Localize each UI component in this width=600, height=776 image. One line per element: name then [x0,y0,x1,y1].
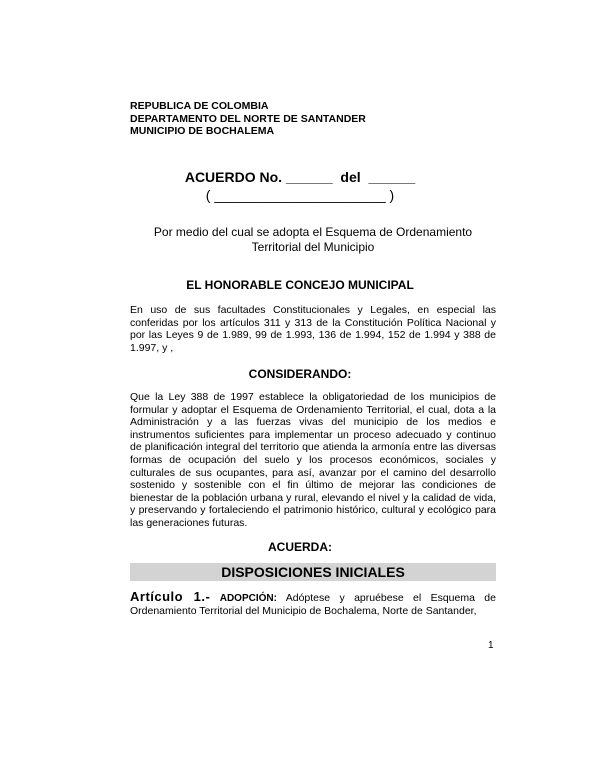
intro-paragraph: En uso de sus facultades Constitucionales y Legales, en especial las conferidas por los artículos 311 y 313 de la Constitución Política Nacional y por las Leyes 9 de 1.989, 99 de 1.993, 136 de 1.994, 152 de 1.994 y 388 de 1.997, y , [130,304,496,354]
acuerdo-block [0,168,600,204]
section-title-bar: DISPOSICIONES INICIALES [130,563,496,581]
considerando-paragraph: Que la Ley 388 de 1997 establece la obligatoriedad de los municipios de formular y adoptar el Esquema de Ordenamiento Territorial, el cual, dota a la Administración y a las fuerzas vivas del municipio de los medios e instrumentos suficientes para implementar un proceso adecuado y continuo de planificación integral del territorio que atienda la armonía entre las diversas formas de ocupación del suelo y los procesos económicos, sociales y culturales de sus ocupantes, para así, avanzar por el camino del desarrollo sostenido y sostenible con el fin último de mejorar las condiciones de bienestar de la población urbana y rural, elevando el nivel y la calidad de vida, y preservando y fortaleciendo el patrimonio histórico, cultural y ecológico para las generaciones futuras. [130,391,496,529]
article-1-text: Adóptese y apruébese el Esquema de Ordenamiento Territorial del Municipio de Bochalema, Norte de Santander, [130,592,496,617]
purpose-text: Por medio del cual se adopta el Esquema de Ordenamiento Territorial del Municipio [153,225,473,254]
article-1 [130,590,496,618]
article-1-name: ADOPCIÓN: [219,593,277,604]
acuerdo-subtitle: ( ______________________ ) [205,187,395,203]
article-1-number: Artículo 1.- [130,589,211,604]
acuerda-heading: ACUERDA: [268,540,332,554]
header-department: DEPARTAMENTO DEL NORTE DE SANTANDER [130,112,366,125]
considerando-heading: CONSIDERANDO: [248,367,352,381]
document-header [130,100,366,138]
header-country: REPUBLICA DE COLOMBIA [130,100,269,112]
page-number: 1 [488,640,494,651]
header-municipality: MUNICIPIO DE BOCHALEMA [130,125,275,137]
concejo-heading: EL HONORABLE CONCEJO MUNICIPAL [186,278,414,292]
acuerdo-title: ACUERDO No. ______ del ______ [184,169,416,185]
